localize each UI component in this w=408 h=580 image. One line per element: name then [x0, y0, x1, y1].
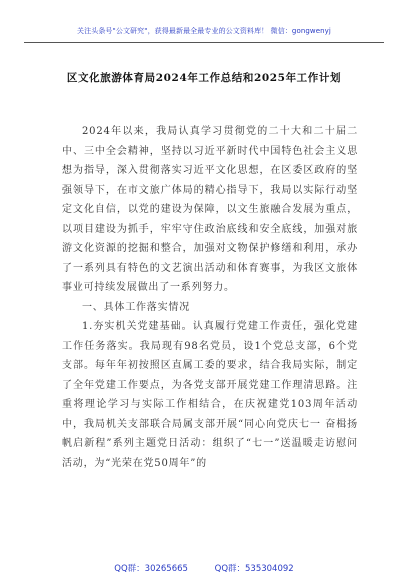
section-heading: 一、具体工作落实情况 [82, 301, 190, 313]
qq-group-1: QQ群：30265665 [114, 564, 188, 574]
qq-group-2: QQ群：535304092 [214, 564, 294, 574]
body-paragraph: 1.夯实机关党建基础。认真履行党建工作责任，强化党建工作任务落实。我局现有98名党员，设1个党总支部，6个党支部。每年年初按照区直属工委的要求，结合我局实际，制定了全年党建工作要点，为各党支部开展党建工作理清思路。注重将理论学习与实际工作相结合，在庆祝建党103周年活动中，我局机关支部联合局属支部开展“同心向党庆七一 奋楫扬帆启新程”系列主题党日活动：组织了“七一”送温暖走访慰问活动，为“光荣在党50周年”的 [62, 321, 358, 469]
document-body [62, 122, 358, 473]
footer-contact [0, 562, 408, 574]
header-divider [24, 42, 384, 43]
promo-header: 关注头条号"公文研究"，获得最新最全最专业的公文资料库！ 微信：gongwenyj [77, 27, 331, 35]
intro-paragraph: 2024年以来，我局认真学习贯彻党的二十大和二十届二中、三中全会精神，坚持以习近平新时代中国特色社会主义思想为指导，深入贯彻落实习近平文化思想，在区委区政府的坚强领导下，在市文旅广体局的精心指导下，我局以实际行动坚定文化自信，以党的建设为保障，以文生旅融合发展为重点，以项目建设为抓手，牢牢守住政治底线和安全底线，加强对旅游文化资源的挖掘和整合，加强对文物保护修缮和利用，承办了一系列具有特色的文艺演出活动和体育赛事，为我区文旅体事业可持续发展做出了一系列努力。 [62, 126, 358, 293]
document-title: 区文化旅游体育局2024年工作总结和2025年工作计划 [66, 72, 342, 84]
